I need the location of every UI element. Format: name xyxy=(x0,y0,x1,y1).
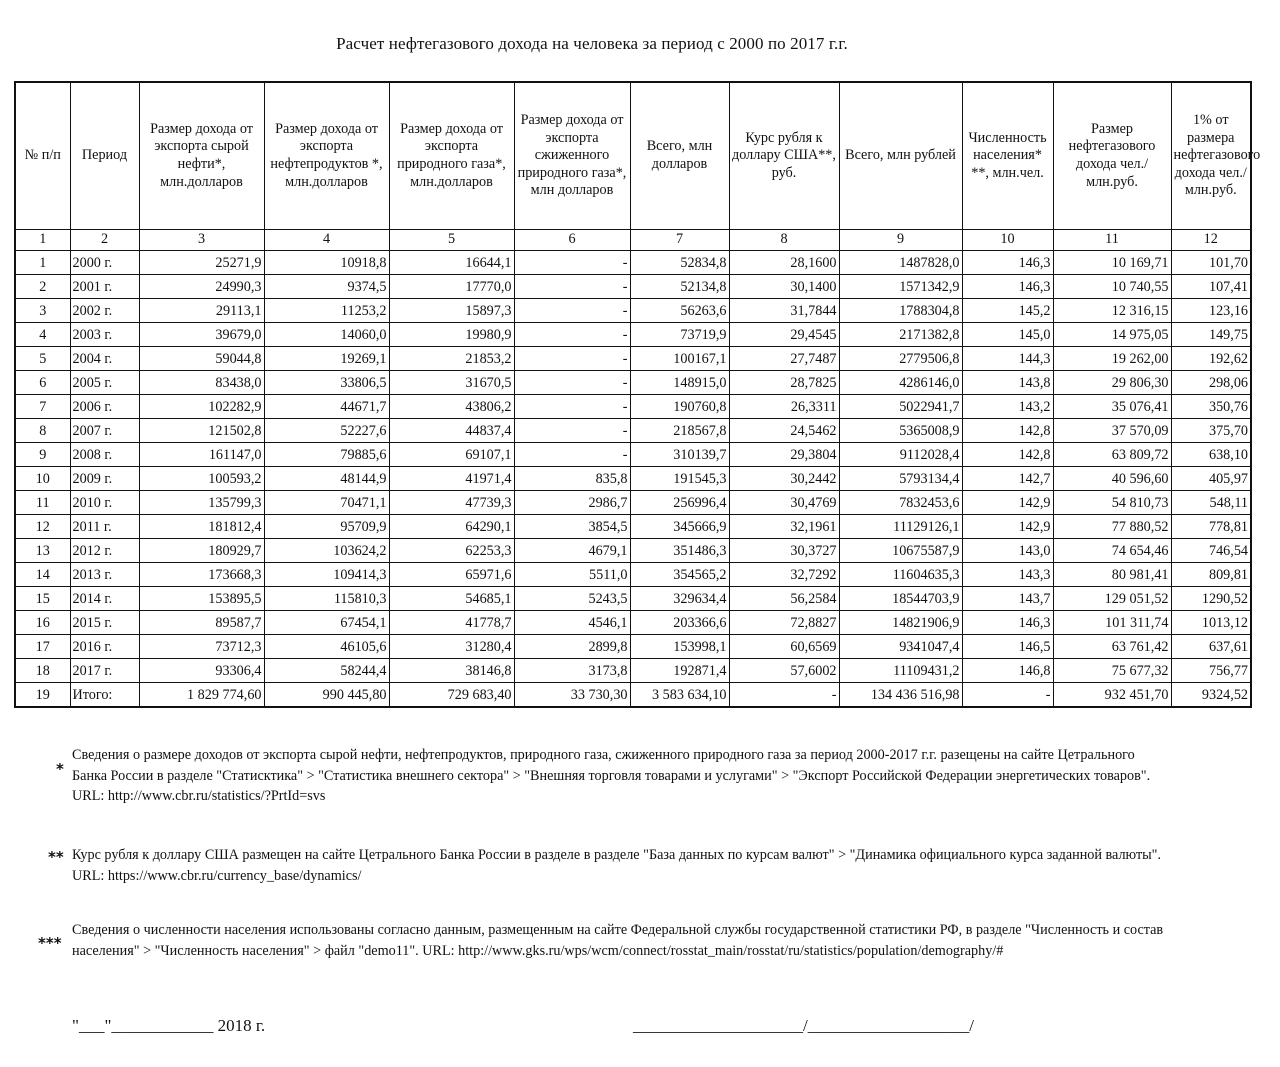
table-cell: 30,2442 xyxy=(729,467,839,491)
table-row xyxy=(15,635,1251,659)
table-row xyxy=(15,611,1251,635)
table-cell: - xyxy=(514,347,630,371)
table-cell: 33 730,30 xyxy=(514,683,630,708)
table-cell: 146,3 xyxy=(962,611,1053,635)
table-cell: 7 xyxy=(15,395,70,419)
column-header: 1% от размера нефтегазового дохода чел./млн.руб. xyxy=(1171,82,1251,230)
table-cell: 17770,0 xyxy=(389,275,514,299)
table-row xyxy=(15,371,1251,395)
table-cell: 52834,8 xyxy=(630,251,729,275)
table-cell: 19 262,00 xyxy=(1053,347,1171,371)
column-header: Всего, млн рублей xyxy=(839,82,962,230)
table-cell: 73719,9 xyxy=(630,323,729,347)
table-cell: 11253,2 xyxy=(264,299,389,323)
table-cell: 809,81 xyxy=(1171,563,1251,587)
table-cell: 115810,3 xyxy=(264,587,389,611)
table-cell: 5511,0 xyxy=(514,563,630,587)
table-cell: 146,3 xyxy=(962,251,1053,275)
table-cell: Итого: xyxy=(70,683,139,708)
table-cell: 351486,3 xyxy=(630,539,729,563)
table-cell: 18 xyxy=(15,659,70,683)
table-cell: 190760,8 xyxy=(630,395,729,419)
table-cell: 143,3 xyxy=(962,563,1053,587)
table-cell: 17 xyxy=(15,635,70,659)
table-cell: 28,7825 xyxy=(729,371,839,395)
table-cell: 345666,9 xyxy=(630,515,729,539)
table-cell: 10 xyxy=(15,467,70,491)
table-cell: 2 xyxy=(15,275,70,299)
table-cell: 38146,8 xyxy=(389,659,514,683)
table-cell: 5793134,4 xyxy=(839,467,962,491)
table-cell: 9324,52 xyxy=(1171,683,1251,708)
footnote-text: Сведения о размере доходов от экспорта сырой нефти, нефтепродуктов, природного газа, сжиженного природного газа за период 2000-2017 г.г. разещены на сайте Цетрального Банка России в разделе "Статисктика" > "Статистика внешнего сектора" > "Внешняя торговля товарами и услугами" > "Экспорт Российской Федерации энергетических товаров". URL: http://www.cbr.ru/statistics/?PrtId=svs xyxy=(72,747,1151,805)
column-number: 9 xyxy=(839,230,962,251)
table-cell: 2005 г. xyxy=(70,371,139,395)
table-cell: 41778,7 xyxy=(389,611,514,635)
table-cell: 2016 г. xyxy=(70,635,139,659)
table-row xyxy=(15,395,1251,419)
table-cell: 70471,1 xyxy=(264,491,389,515)
table-cell: 100593,2 xyxy=(139,467,264,491)
table-cell: 18544703,9 xyxy=(839,587,962,611)
table-cell: 3173,8 xyxy=(514,659,630,683)
table-cell: 52227,6 xyxy=(264,419,389,443)
table-cell: 24990,3 xyxy=(139,275,264,299)
column-number: 4 xyxy=(264,230,389,251)
table-cell: 10675587,9 xyxy=(839,539,962,563)
table-cell: 173668,3 xyxy=(139,563,264,587)
table-cell: 2009 г. xyxy=(70,467,139,491)
column-header: № п/п xyxy=(15,82,70,230)
column-number: 7 xyxy=(630,230,729,251)
table-cell: 102282,9 xyxy=(139,395,264,419)
table-cell: - xyxy=(729,683,839,708)
table-cell: 5365008,9 xyxy=(839,419,962,443)
table-cell: 3854,5 xyxy=(514,515,630,539)
table-row xyxy=(15,467,1251,491)
table-cell: 746,54 xyxy=(1171,539,1251,563)
table-cell: 56,2584 xyxy=(729,587,839,611)
table-cell: 31670,5 xyxy=(389,371,514,395)
table-cell: 24,5462 xyxy=(729,419,839,443)
table-cell: 14821906,9 xyxy=(839,611,962,635)
table-cell: 375,70 xyxy=(1171,419,1251,443)
table-cell: 1 xyxy=(15,251,70,275)
table-cell: 192871,4 xyxy=(630,659,729,683)
column-header: Размер дохода от экспорта нефтепродуктов *, млн.долларов xyxy=(264,82,389,230)
table-cell: 142,8 xyxy=(962,419,1053,443)
table-cell: 835,8 xyxy=(514,467,630,491)
table-cell: 3 xyxy=(15,299,70,323)
table-cell: 142,7 xyxy=(962,467,1053,491)
table-cell: 310139,7 xyxy=(630,443,729,467)
table-cell: 54 810,73 xyxy=(1053,491,1171,515)
table-cell: 148915,0 xyxy=(630,371,729,395)
table-row xyxy=(15,323,1251,347)
column-number: 8 xyxy=(729,230,839,251)
table-cell: 31280,4 xyxy=(389,635,514,659)
table-row xyxy=(15,347,1251,371)
table-cell: - xyxy=(514,323,630,347)
table-cell: - xyxy=(514,275,630,299)
table-cell: 5243,5 xyxy=(514,587,630,611)
table-cell: 146,3 xyxy=(962,275,1053,299)
footnote-mark: * xyxy=(56,760,64,778)
table-cell: 180929,7 xyxy=(139,539,264,563)
column-header: Курс рубля к доллару США**, руб. xyxy=(729,82,839,230)
table-cell: 25271,9 xyxy=(139,251,264,275)
table-cell: - xyxy=(514,299,630,323)
table-cell: 15897,3 xyxy=(389,299,514,323)
table-cell: 143,2 xyxy=(962,395,1053,419)
table-cell: 11604635,3 xyxy=(839,563,962,587)
table-cell: 67454,1 xyxy=(264,611,389,635)
table-cell: 15 xyxy=(15,587,70,611)
table-cell: 26,3311 xyxy=(729,395,839,419)
table-cell: 637,61 xyxy=(1171,635,1251,659)
table-cell: 64290,1 xyxy=(389,515,514,539)
table-cell: 40 596,60 xyxy=(1053,467,1171,491)
table-cell: 29 806,30 xyxy=(1053,371,1171,395)
table-cell: 4 xyxy=(15,323,70,347)
table-cell: 123,16 xyxy=(1171,299,1251,323)
column-number: 2 xyxy=(70,230,139,251)
table-cell: 31,7844 xyxy=(729,299,839,323)
table-cell: 72,8827 xyxy=(729,611,839,635)
table-cell: 756,77 xyxy=(1171,659,1251,683)
table-cell: 142,9 xyxy=(962,491,1053,515)
table-cell: 203366,6 xyxy=(630,611,729,635)
column-number: 12 xyxy=(1171,230,1251,251)
table-cell: 60,6569 xyxy=(729,635,839,659)
table-cell: 329634,4 xyxy=(630,587,729,611)
table-cell: 256996,4 xyxy=(630,491,729,515)
table-cell: 2010 г. xyxy=(70,491,139,515)
table-cell: 145,0 xyxy=(962,323,1053,347)
table-cell: 2006 г. xyxy=(70,395,139,419)
table-cell: 192,62 xyxy=(1171,347,1251,371)
column-header: Размер нефтегазового дохода чел./млн.руб. xyxy=(1053,82,1171,230)
table-cell: - xyxy=(514,395,630,419)
table-cell: 2013 г. xyxy=(70,563,139,587)
table-cell: 2007 г. xyxy=(70,419,139,443)
table-cell: 44671,7 xyxy=(264,395,389,419)
table-cell: 46105,6 xyxy=(264,635,389,659)
table-cell: 3 583 634,10 xyxy=(630,683,729,708)
table-cell: 101 311,74 xyxy=(1053,611,1171,635)
table-cell: 101,70 xyxy=(1171,251,1251,275)
table-cell: 146,5 xyxy=(962,635,1053,659)
table-cell: 109414,3 xyxy=(264,563,389,587)
table-cell: 32,7292 xyxy=(729,563,839,587)
table-cell: 16 xyxy=(15,611,70,635)
column-header: Размер дохода от экспорта сжиженного природного газа*, млн долларов xyxy=(514,82,630,230)
table-cell: - xyxy=(514,251,630,275)
table-cell: 8 xyxy=(15,419,70,443)
table-cell: 32,1961 xyxy=(729,515,839,539)
table-cell: 11129126,1 xyxy=(839,515,962,539)
table-cell: 9112028,4 xyxy=(839,443,962,467)
table-row xyxy=(15,443,1251,467)
table-cell: 16644,1 xyxy=(389,251,514,275)
header-row xyxy=(15,82,1251,230)
table-cell: 129 051,52 xyxy=(1053,587,1171,611)
table-cell: 5 xyxy=(15,347,70,371)
table-cell: 142,8 xyxy=(962,443,1053,467)
table-cell: 10918,8 xyxy=(264,251,389,275)
table-cell: 153895,5 xyxy=(139,587,264,611)
table-cell: 191545,3 xyxy=(630,467,729,491)
table-cell: 21853,2 xyxy=(389,347,514,371)
table-cell: - xyxy=(514,419,630,443)
table-row xyxy=(15,275,1251,299)
table-cell: 107,41 xyxy=(1171,275,1251,299)
table-cell: 12 xyxy=(15,515,70,539)
table-cell: 29,3804 xyxy=(729,443,839,467)
table-cell: 143,7 xyxy=(962,587,1053,611)
table-cell: 121502,8 xyxy=(139,419,264,443)
table-cell: 2779506,8 xyxy=(839,347,962,371)
table-cell: 30,1400 xyxy=(729,275,839,299)
table-cell: 63 809,72 xyxy=(1053,443,1171,467)
table-cell: 93306,4 xyxy=(139,659,264,683)
table-cell: 100167,1 xyxy=(630,347,729,371)
table-cell: 6 xyxy=(15,371,70,395)
table-cell: 2001 г. xyxy=(70,275,139,299)
table-cell: 146,8 xyxy=(962,659,1053,683)
table-cell: 142,9 xyxy=(962,515,1053,539)
table-row xyxy=(15,419,1251,443)
table-row xyxy=(15,299,1251,323)
table-cell: 932 451,70 xyxy=(1053,683,1171,708)
table-cell: 778,81 xyxy=(1171,515,1251,539)
table-cell: 2011 г. xyxy=(70,515,139,539)
table-cell: 1290,52 xyxy=(1171,587,1251,611)
footnote-text: Курс рубля к доллару США размещен на сайте Цетрального Банка России в разделе в разделе "База данных по курсам валют" > "Динамика официального курса заданной валюты". URL: https://www.cbr.ru/currency_base/dynamics/ xyxy=(72,847,1162,884)
table-cell: 144,3 xyxy=(962,347,1053,371)
table-cell: 2000 г. xyxy=(70,251,139,275)
table-cell: 9374,5 xyxy=(264,275,389,299)
column-number: 6 xyxy=(514,230,630,251)
table-cell: 218567,8 xyxy=(630,419,729,443)
table-cell: 65971,6 xyxy=(389,563,514,587)
table-cell: 9 xyxy=(15,443,70,467)
table-cell: 2003 г. xyxy=(70,323,139,347)
table-cell: 41971,4 xyxy=(389,467,514,491)
table-cell: 143,8 xyxy=(962,371,1053,395)
footnote-mark: ** xyxy=(48,848,64,866)
table-cell: 52134,8 xyxy=(630,275,729,299)
table-cell: 1788304,8 xyxy=(839,299,962,323)
table-cell: - xyxy=(514,371,630,395)
table-cell: 73712,3 xyxy=(139,635,264,659)
total-row xyxy=(15,683,1251,708)
column-number: 1 xyxy=(15,230,70,251)
table-cell: 10 740,55 xyxy=(1053,275,1171,299)
table-cell: 48144,9 xyxy=(264,467,389,491)
table-cell: 5022941,7 xyxy=(839,395,962,419)
table-cell: 14 xyxy=(15,563,70,587)
table-cell: 75 677,32 xyxy=(1053,659,1171,683)
table-cell: 2004 г. xyxy=(70,347,139,371)
table-cell: 1013,12 xyxy=(1171,611,1251,635)
table-cell: 350,76 xyxy=(1171,395,1251,419)
table-cell: 134 436 516,98 xyxy=(839,683,962,708)
table-row xyxy=(15,539,1251,563)
table-cell: 145,2 xyxy=(962,299,1053,323)
table-cell: 58244,4 xyxy=(264,659,389,683)
table-cell: 9341047,4 xyxy=(839,635,962,659)
table-cell: 405,97 xyxy=(1171,467,1251,491)
table-row xyxy=(15,491,1251,515)
table-cell: 161147,0 xyxy=(139,443,264,467)
table-cell: 37 570,09 xyxy=(1053,419,1171,443)
table-cell: 19980,9 xyxy=(389,323,514,347)
column-number: 11 xyxy=(1053,230,1171,251)
table-cell: - xyxy=(514,443,630,467)
table-cell: 59044,8 xyxy=(139,347,264,371)
table-cell: 143,0 xyxy=(962,539,1053,563)
table-cell: 4546,1 xyxy=(514,611,630,635)
table-cell: 47739,3 xyxy=(389,491,514,515)
table-cell: 57,6002 xyxy=(729,659,839,683)
table-cell: 14 975,05 xyxy=(1053,323,1171,347)
footnote-mark: *** xyxy=(38,934,62,952)
column-number: 5 xyxy=(389,230,514,251)
table-cell: 14060,0 xyxy=(264,323,389,347)
table-cell: 30,4769 xyxy=(729,491,839,515)
column-number-row xyxy=(15,230,1251,251)
table-cell: 2002 г. xyxy=(70,299,139,323)
table-cell: 29,4545 xyxy=(729,323,839,347)
column-header: Период xyxy=(70,82,139,230)
table-cell: 79885,6 xyxy=(264,443,389,467)
table-cell: 153998,1 xyxy=(630,635,729,659)
table-cell: 298,06 xyxy=(1171,371,1251,395)
table-cell: 12 316,15 xyxy=(1053,299,1171,323)
table-cell: 89587,7 xyxy=(139,611,264,635)
table-cell: 19 xyxy=(15,683,70,708)
column-header: Размер дохода от экспорта сырой нефти*, млн.долларов xyxy=(139,82,264,230)
table-cell: 30,3727 xyxy=(729,539,839,563)
table-cell: 638,10 xyxy=(1171,443,1251,467)
table-cell: 77 880,52 xyxy=(1053,515,1171,539)
document-title: Расчет нефтегазового дохода на человека за период с 2000 по 2017 г.г. xyxy=(336,34,848,53)
footnote-text: Сведения о численности населения использованы согласно данным, размещенным на сайте Федеральной службы государственной статистики РФ, в разделе "Численность и состав населения" > "Численность населения" > файл "demo11". URL: http://www.gks.ru/wps/wcm/connect/rosstat_main/rosstat/ru/statistics/population/demography/# xyxy=(72,922,1164,959)
column-number: 3 xyxy=(139,230,264,251)
table-cell: 4286146,0 xyxy=(839,371,962,395)
table-row xyxy=(15,587,1251,611)
table-cell: 11109431,2 xyxy=(839,659,962,683)
table-cell: 354565,2 xyxy=(630,563,729,587)
table-cell: 548,11 xyxy=(1171,491,1251,515)
column-header: Всего, млн долларов xyxy=(630,82,729,230)
date-line: "___"____________ 2018 г. xyxy=(72,1016,266,1035)
table-cell: 2008 г. xyxy=(70,443,139,467)
table-cell: 729 683,40 xyxy=(389,683,514,708)
table-cell: 181812,4 xyxy=(139,515,264,539)
income-table xyxy=(14,81,1261,708)
table-row xyxy=(15,515,1251,539)
table-cell: 10 169,71 xyxy=(1053,251,1171,275)
table-cell: 2171382,8 xyxy=(839,323,962,347)
table-cell: 54685,1 xyxy=(389,587,514,611)
table-row xyxy=(15,251,1251,275)
table-cell: 1571342,9 xyxy=(839,275,962,299)
table-cell: 29113,1 xyxy=(139,299,264,323)
table-cell: 80 981,41 xyxy=(1053,563,1171,587)
table-cell: 1 829 774,60 xyxy=(139,683,264,708)
table-cell: 7832453,6 xyxy=(839,491,962,515)
table-cell: 63 761,42 xyxy=(1053,635,1171,659)
table-cell: 4679,1 xyxy=(514,539,630,563)
table-cell: 44837,4 xyxy=(389,419,514,443)
table-cell: 103624,2 xyxy=(264,539,389,563)
table-cell: 56263,6 xyxy=(630,299,729,323)
table-cell: 83438,0 xyxy=(139,371,264,395)
table-cell: 13 xyxy=(15,539,70,563)
table-cell: 28,1600 xyxy=(729,251,839,275)
table-cell: 33806,5 xyxy=(264,371,389,395)
table-cell: - xyxy=(962,683,1053,708)
table-cell: 35 076,41 xyxy=(1053,395,1171,419)
table-cell: 2986,7 xyxy=(514,491,630,515)
table-row xyxy=(15,563,1251,587)
column-header: Размер дохода от экспорта природного газа*, млн.долларов xyxy=(389,82,514,230)
table-cell: 62253,3 xyxy=(389,539,514,563)
table-cell: 95709,9 xyxy=(264,515,389,539)
table-cell: 39679,0 xyxy=(139,323,264,347)
signature-line: ____________________/___________________/ xyxy=(633,1016,974,1035)
table-row xyxy=(15,659,1251,683)
table-cell: 11 xyxy=(15,491,70,515)
table-cell: 135799,3 xyxy=(139,491,264,515)
table-cell: 2015 г. xyxy=(70,611,139,635)
table-cell: 74 654,46 xyxy=(1053,539,1171,563)
table-cell: 2017 г. xyxy=(70,659,139,683)
column-number: 10 xyxy=(962,230,1053,251)
table-cell: 43806,2 xyxy=(389,395,514,419)
column-header: Численность населения* **, млн.чел. xyxy=(962,82,1053,230)
table-cell: 2014 г. xyxy=(70,587,139,611)
table-cell: 19269,1 xyxy=(264,347,389,371)
table-cell: 2899,8 xyxy=(514,635,630,659)
table-cell: 69107,1 xyxy=(389,443,514,467)
table-cell: 990 445,80 xyxy=(264,683,389,708)
table-cell: 2012 г. xyxy=(70,539,139,563)
table-cell: 1487828,0 xyxy=(839,251,962,275)
table-cell: 149,75 xyxy=(1171,323,1251,347)
table-cell: 27,7487 xyxy=(729,347,839,371)
